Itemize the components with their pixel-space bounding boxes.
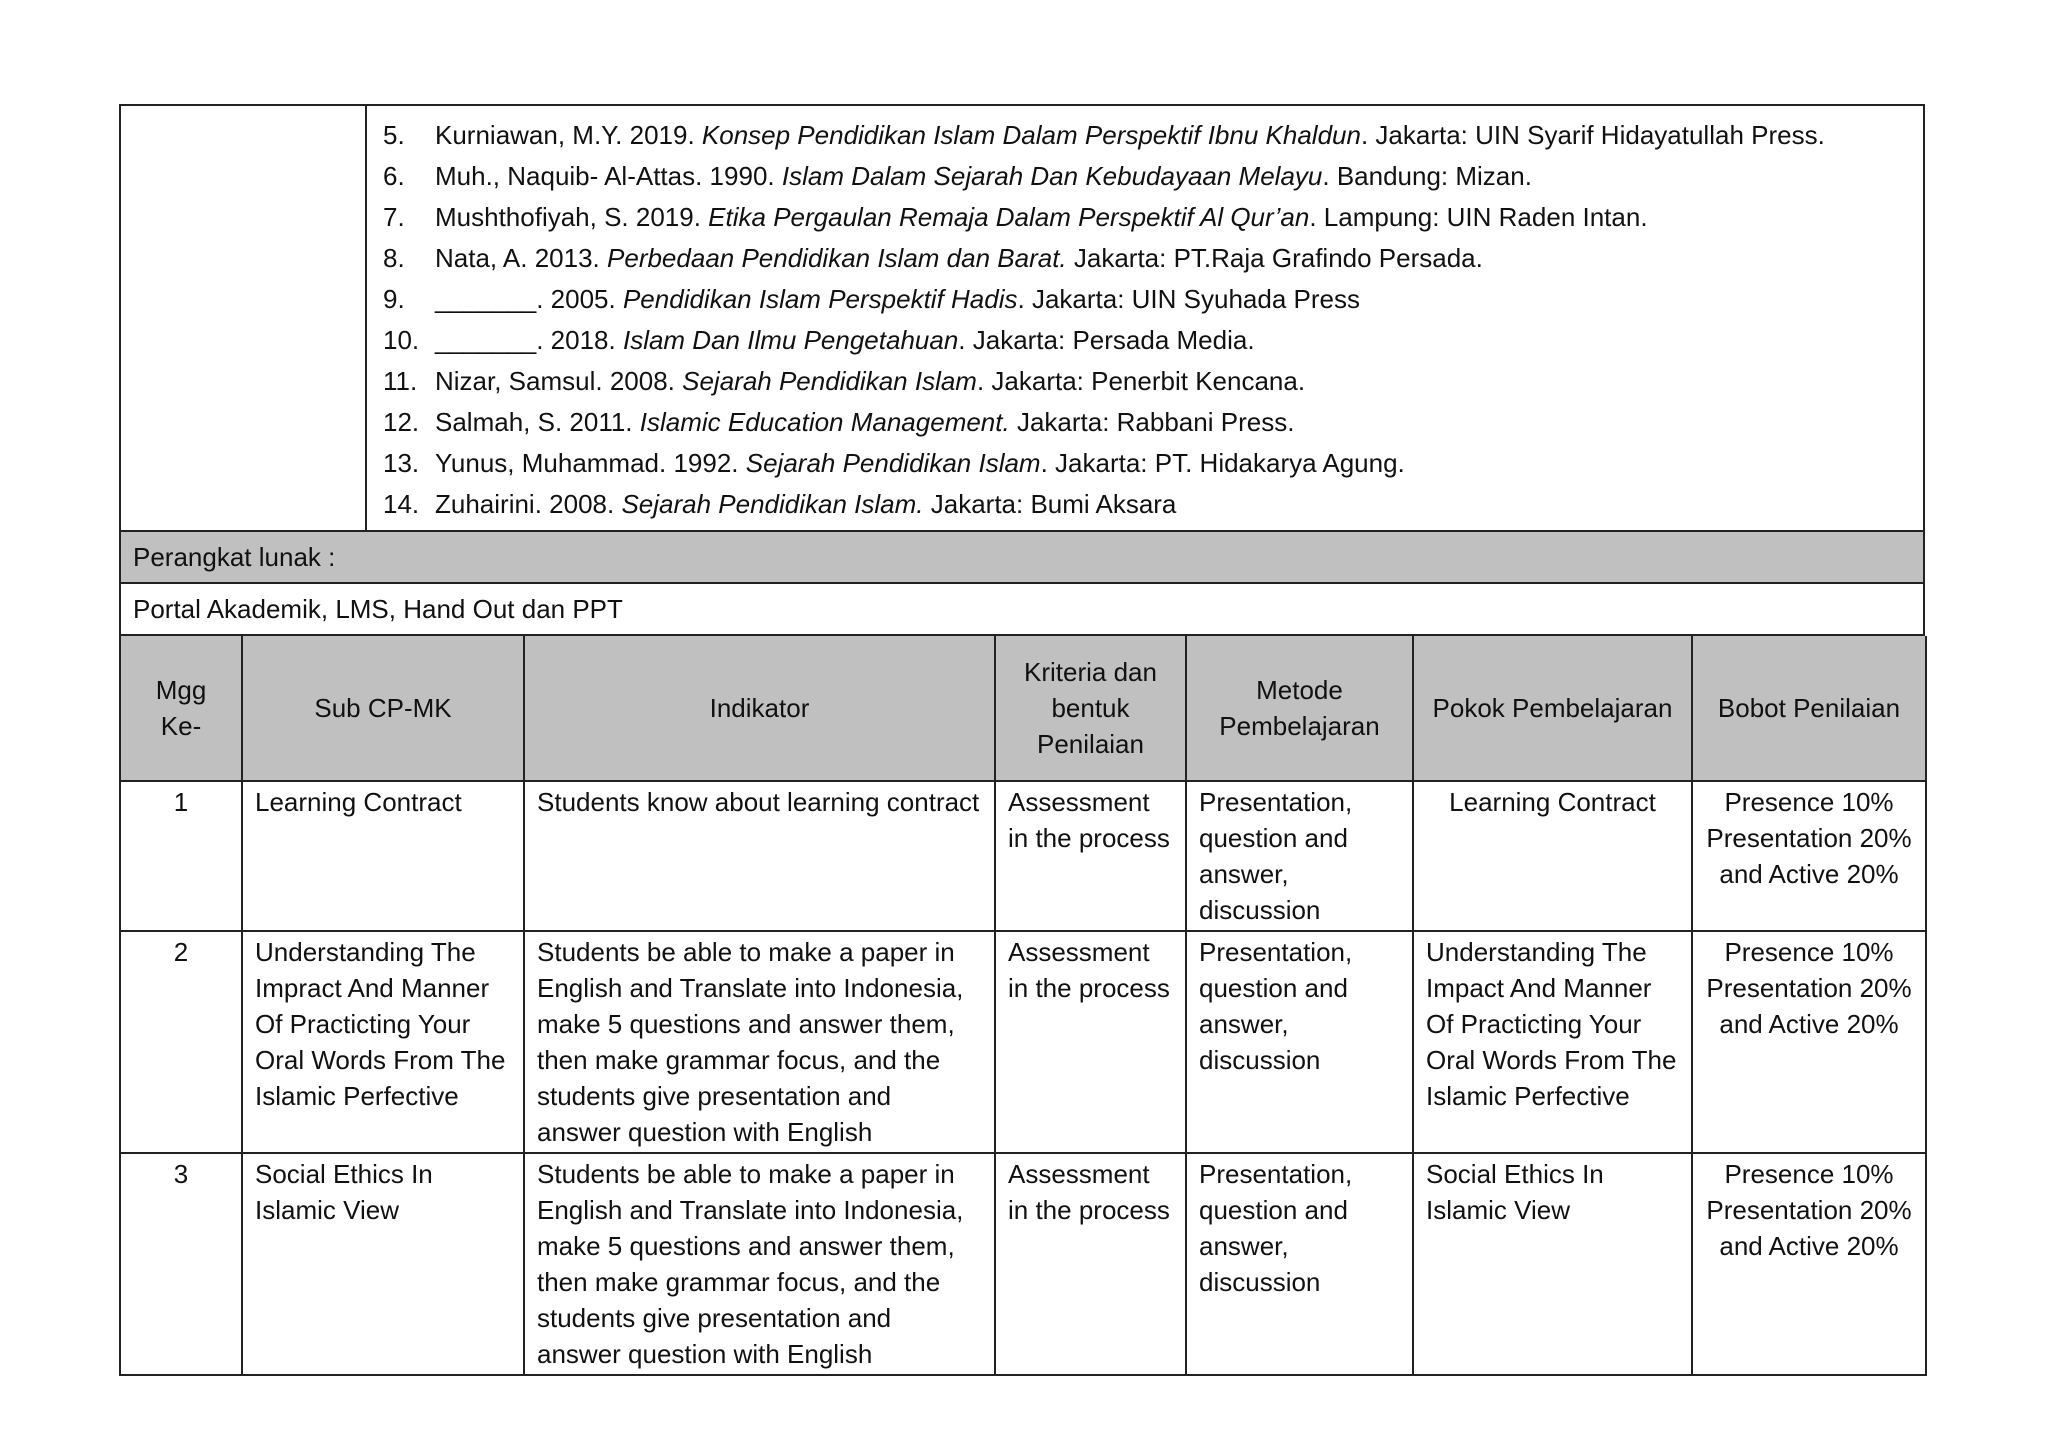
- table-row: [120, 931, 1926, 1153]
- reference-item: [383, 278, 1913, 319]
- bobot-cell: Presence 10% Presentation 20% and Active 20%: [1692, 1153, 1926, 1375]
- week-cell: 2: [120, 931, 242, 1153]
- reference-title: Sejarah Pendidikan Islam.: [621, 488, 924, 519]
- indikator-cell: Students be able to make a paper in English and Translate into Indonesia, make 5 questions and answer them, then make grammar focus, and the students give presentation and answer question with English: [524, 931, 995, 1153]
- reference-number: 11.: [383, 365, 418, 396]
- indikator-cell: Students be able to make a paper in English and Translate into Indonesia, make 5 questions and answer them, then make grammar focus, and the students give presentation and answer question with English: [524, 1153, 995, 1375]
- week-cell: 1: [120, 781, 242, 931]
- reference-publisher: . Jakarta: Persada Media.: [958, 324, 1255, 355]
- week-cell: 3: [120, 1153, 242, 1375]
- reference-text: [435, 281, 1360, 317]
- reference-title: Islam Dalam Sejarah Dan Kebudayaan Melayu: [781, 160, 1323, 191]
- reference-text: [435, 240, 1483, 276]
- header-sub-cpmk: Sub CP-MK: [242, 636, 524, 781]
- header-bobot: Bobot Penilaian: [1692, 636, 1926, 781]
- reference-title: Islamic Education Management.: [639, 406, 1010, 437]
- metode-cell: Presentation, question and answer, discussion: [1186, 781, 1413, 931]
- reference-author-year: _______. 2005.: [435, 283, 623, 314]
- references-cell: [366, 105, 1924, 531]
- reference-item: [383, 237, 1913, 278]
- reference-title: Pendidikan Islam Perspektif Hadis: [622, 283, 1018, 314]
- software-heading: Perangkat lunak :: [120, 531, 1924, 583]
- reference-item: [383, 196, 1913, 237]
- reference-text: [435, 199, 1648, 235]
- reference-publisher: . Jakarta: PT. Hidakarya Agung.: [1040, 447, 1405, 478]
- schedule-table: [119, 636, 1927, 1376]
- metode-cell: Presentation, question and answer, discussion: [1186, 1153, 1413, 1375]
- reference-title: Sejarah Pendidikan Islam: [745, 447, 1041, 478]
- kriteria-cell: Assessment in the process: [995, 781, 1186, 931]
- reference-number: 9.: [383, 283, 405, 314]
- reference-item: [383, 442, 1913, 483]
- document-page: [119, 104, 1925, 1376]
- reference-number: 7.: [383, 201, 405, 232]
- reference-text: [435, 404, 1294, 440]
- kriteria-cell: Assessment in the process: [995, 1153, 1186, 1375]
- sub-cpmk-cell: Learning Contract: [242, 781, 524, 931]
- reference-number: 5.: [383, 119, 405, 150]
- reference-text: [435, 363, 1305, 399]
- reference-title: Perbedaan Pendidikan Islam dan Barat.: [607, 242, 1067, 273]
- reference-author-year: Salmah, S. 2011.: [435, 406, 640, 437]
- reference-number: 10.: [383, 324, 420, 355]
- table-row: [120, 1153, 1926, 1375]
- reference-list: [383, 114, 1913, 524]
- reference-title: Islam Dan Ilmu Pengetahuan: [622, 324, 959, 355]
- references-row: [120, 105, 1924, 531]
- reference-number: 12.: [383, 406, 420, 437]
- reference-item: [383, 319, 1913, 360]
- header-metode: Metode Pembelajaran: [1186, 636, 1413, 781]
- reference-item: [383, 483, 1913, 524]
- reference-item: [383, 360, 1913, 401]
- bobot-cell: Presence 10% Presentation 20% and Active 20%: [1692, 931, 1926, 1153]
- reference-publisher: . Jakarta: UIN Syuhada Press: [1017, 283, 1360, 314]
- reference-author-year: _______. 2018.: [435, 324, 623, 355]
- references-left-cell: [120, 105, 366, 531]
- header-week: Mgg Ke-: [120, 636, 242, 781]
- pokok-cell: Social Ethics In Islamic View: [1413, 1153, 1692, 1375]
- reference-text: [435, 322, 1255, 358]
- reference-text: [435, 117, 1825, 153]
- reference-publisher: . Lampung: UIN Raden Intan.: [1309, 201, 1648, 232]
- reference-number: 8.: [383, 242, 405, 273]
- reference-text: [435, 158, 1532, 194]
- reference-text: [435, 445, 1405, 481]
- reference-author-year: Nata, A. 2013.: [435, 242, 608, 273]
- header-kriteria: Kriteria dan bentuk Penilaian: [995, 636, 1186, 781]
- reference-author-year: Kurniawan, M.Y. 2019.: [435, 119, 702, 150]
- reference-number: 13.: [383, 447, 420, 478]
- reference-publisher: Jakarta: Bumi Aksara: [923, 488, 1177, 519]
- reference-publisher: Jakarta: Rabbani Press.: [1009, 406, 1295, 437]
- kriteria-cell: Assessment in the process: [995, 931, 1186, 1153]
- reference-item: [383, 155, 1913, 196]
- reference-author-year: Muh., Naquib- Al-Attas. 1990.: [435, 160, 782, 191]
- bobot-cell: Presence 10% Presentation 20% and Active 20%: [1692, 781, 1926, 931]
- reference-title: Sejarah Pendidikan Islam: [682, 365, 977, 396]
- software-value: Portal Akademik, LMS, Hand Out dan PPT: [120, 583, 1924, 635]
- reference-title: Konsep Pendidikan Islam Dalam Perspektif Ibnu Khaldun: [701, 119, 1361, 150]
- reference-item: [383, 114, 1913, 155]
- reference-publisher: . Jakarta: Penerbit Kencana.: [976, 365, 1306, 396]
- sub-cpmk-cell: Social Ethics In Islamic View: [242, 1153, 524, 1375]
- reference-publisher: . Jakarta: UIN Syarif Hidayatullah Press.: [1360, 119, 1825, 150]
- reference-item: [383, 401, 1913, 442]
- reference-text: [435, 486, 1176, 522]
- reference-author-year: Zuhairini. 2008.: [435, 488, 622, 519]
- reference-number: 14.: [383, 488, 420, 519]
- references-table: [119, 104, 1925, 636]
- pokok-cell: Understanding The Impact And Manner Of Practicting Your Oral Words From The Islamic Perfective: [1413, 931, 1692, 1153]
- reference-title: Etika Pergaulan Remaja Dalam Perspektif Al Qur’an: [708, 201, 1310, 232]
- indikator-cell: Students know about learning contract: [524, 781, 995, 931]
- metode-cell: Presentation, question and answer, discussion: [1186, 931, 1413, 1153]
- reference-number: 6.: [383, 160, 405, 191]
- reference-author-year: Nizar, Samsul. 2008.: [435, 365, 683, 396]
- reference-publisher: . Bandung: Mizan.: [1322, 160, 1532, 191]
- pokok-cell: Learning Contract: [1413, 781, 1692, 931]
- sub-cpmk-cell: Understanding The Impract And Manner Of Practicting Your Oral Words From The Islamic Perfective: [242, 931, 524, 1153]
- schedule-header-row: [120, 636, 1926, 781]
- reference-author-year: Mushthofiyah, S. 2019.: [435, 201, 709, 232]
- header-pokok: Pokok Pembelajaran: [1413, 636, 1692, 781]
- table-row: [120, 781, 1926, 931]
- reference-author-year: Yunus, Muhammad. 1992.: [435, 447, 746, 478]
- header-indikator: Indikator: [524, 636, 995, 781]
- reference-publisher: Jakarta: PT.Raja Grafindo Persada.: [1066, 242, 1483, 273]
